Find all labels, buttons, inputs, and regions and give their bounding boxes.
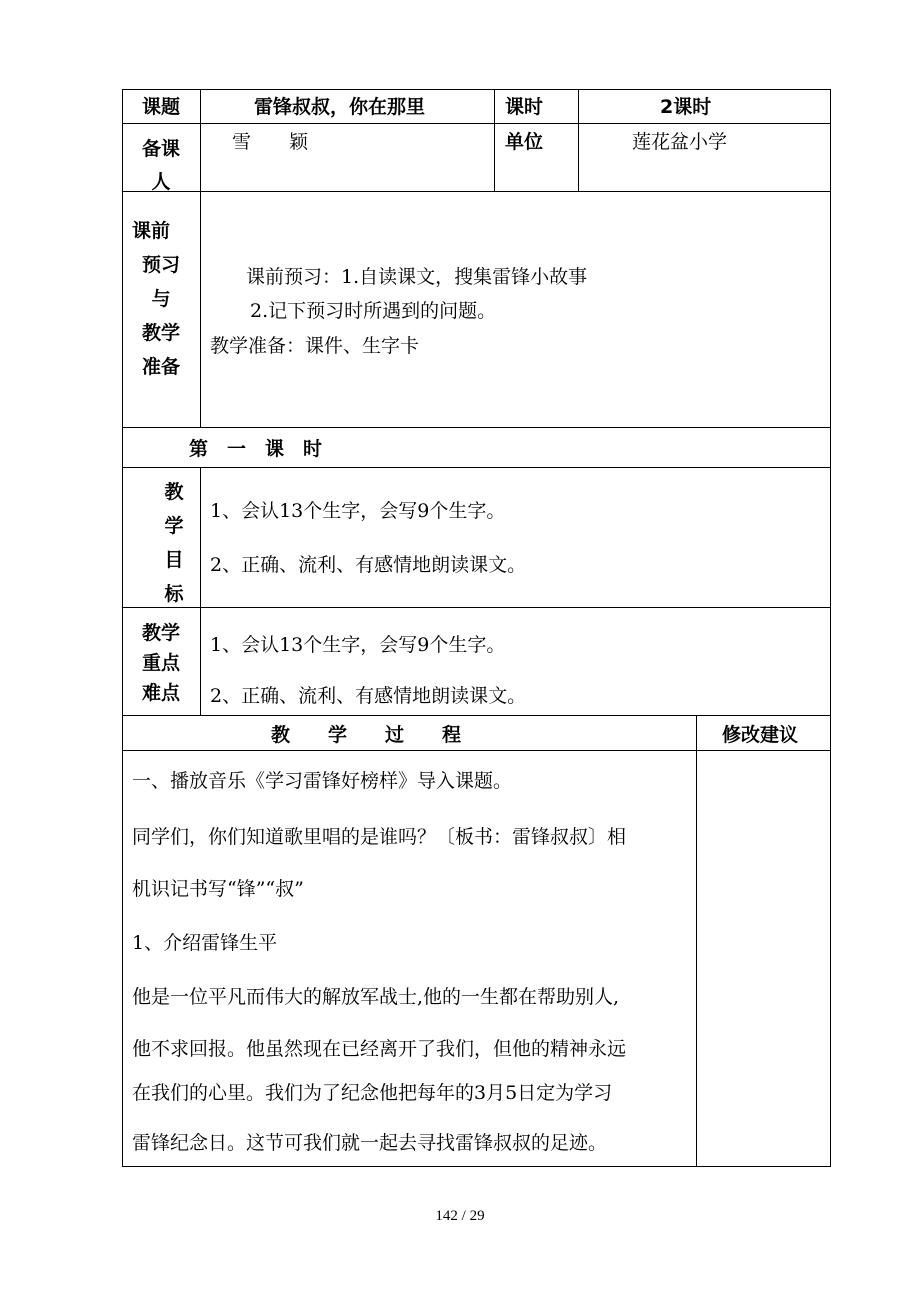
goals-label-line-2: 学	[164, 515, 184, 537]
goal-item-2: 2、正确、流利、有感情地朗读课文。	[210, 554, 527, 576]
process-title: 教 学 过 程	[271, 724, 462, 746]
preparer-label	[122, 133, 200, 199]
goals-label	[122, 475, 226, 611]
table-line	[494, 89, 495, 191]
preview-label-line-1: 课前	[132, 220, 171, 242]
preparation-line: 教学准备：课件、生字卡	[210, 335, 420, 357]
process-line-6: 他不求回报。他虽然现在已经离开了我们，但他的精神永远	[132, 1038, 627, 1060]
key-point-item-2: 2、正确、流利、有感情地朗读课文。	[210, 685, 527, 707]
goal-item-1: 1、会认13个生字，会写9个生字。	[210, 500, 506, 522]
table-line	[122, 427, 831, 428]
table-border-bottom	[122, 1166, 831, 1167]
table-line	[122, 750, 831, 751]
preview-label-line-5: 准备	[141, 356, 180, 378]
table-line	[200, 89, 201, 191]
process-line-7: 在我们的心里。我们为了纪念他把每年的3月5日定为学习	[132, 1082, 613, 1104]
table-line	[122, 715, 831, 716]
table-line	[696, 715, 697, 1166]
key-points-label-line-2: 重点	[141, 652, 180, 674]
table-line	[578, 89, 579, 191]
process-line-4: 1、介绍雷锋生平	[132, 932, 278, 954]
preview-label	[122, 214, 200, 384]
table-line	[122, 191, 831, 192]
unit-label: 单位	[505, 131, 544, 153]
hours-value: 2课时	[660, 96, 712, 118]
unit-value: 莲花盆小学	[632, 131, 728, 153]
lesson-title: 第 一 课 时	[189, 438, 323, 460]
key-points-label-line-1: 教学	[141, 622, 180, 644]
table-line	[122, 467, 831, 468]
table-line	[200, 191, 201, 427]
table-line	[122, 607, 831, 608]
page-number: 142 / 29	[435, 1208, 485, 1224]
preparer-value: 雪 颖	[232, 131, 309, 153]
goals-label-line-3: 目	[164, 549, 184, 571]
preview-label-line-2: 预习	[141, 254, 180, 276]
suggestions-title: 修改建议	[722, 724, 799, 746]
preview-label-line-3: 与	[151, 288, 171, 310]
table-border-top	[122, 89, 831, 90]
table-border-right	[830, 89, 831, 1167]
table-line	[122, 123, 831, 124]
preview-line-2: 2.记下预习时所遇到的问题。	[250, 300, 497, 322]
topic-label: 课题	[142, 96, 181, 118]
goals-label-line-4: 标	[164, 583, 184, 605]
hours-label: 课时	[505, 96, 544, 118]
topic-value: 雷锋叔叔，你在那里	[254, 96, 426, 118]
process-line-1: 一、播放音乐《学习雷锋好榜样》导入课题。	[132, 770, 513, 792]
key-points-label	[122, 618, 200, 708]
key-point-item-1: 1、会认13个生字，会写9个生字。	[210, 634, 506, 656]
process-line-8: 雷锋纪念日。这节可我们就一起去寻找雷锋叔叔的足迹。	[132, 1132, 608, 1154]
process-line-3: 机识记书写“锋”“叔”	[132, 878, 304, 900]
preview-line-1: 课前预习：1.自读课文，搜集雷锋小故事	[246, 266, 588, 288]
process-line-2: 同学们，你们知道歌里唱的是谁吗？〔板书：雷锋叔叔〕相	[132, 826, 627, 848]
goals-label-line-1: 教	[164, 481, 184, 503]
process-line-5: 他是一位平凡而伟大的解放军战士,他的一生都在帮助别人,	[132, 986, 620, 1008]
preparer-label-line-2: 人	[151, 171, 171, 193]
key-points-label-line-3: 难点	[141, 682, 180, 704]
preparer-label-line-1: 备课	[141, 138, 180, 160]
preview-label-line-4: 教学	[141, 322, 180, 344]
